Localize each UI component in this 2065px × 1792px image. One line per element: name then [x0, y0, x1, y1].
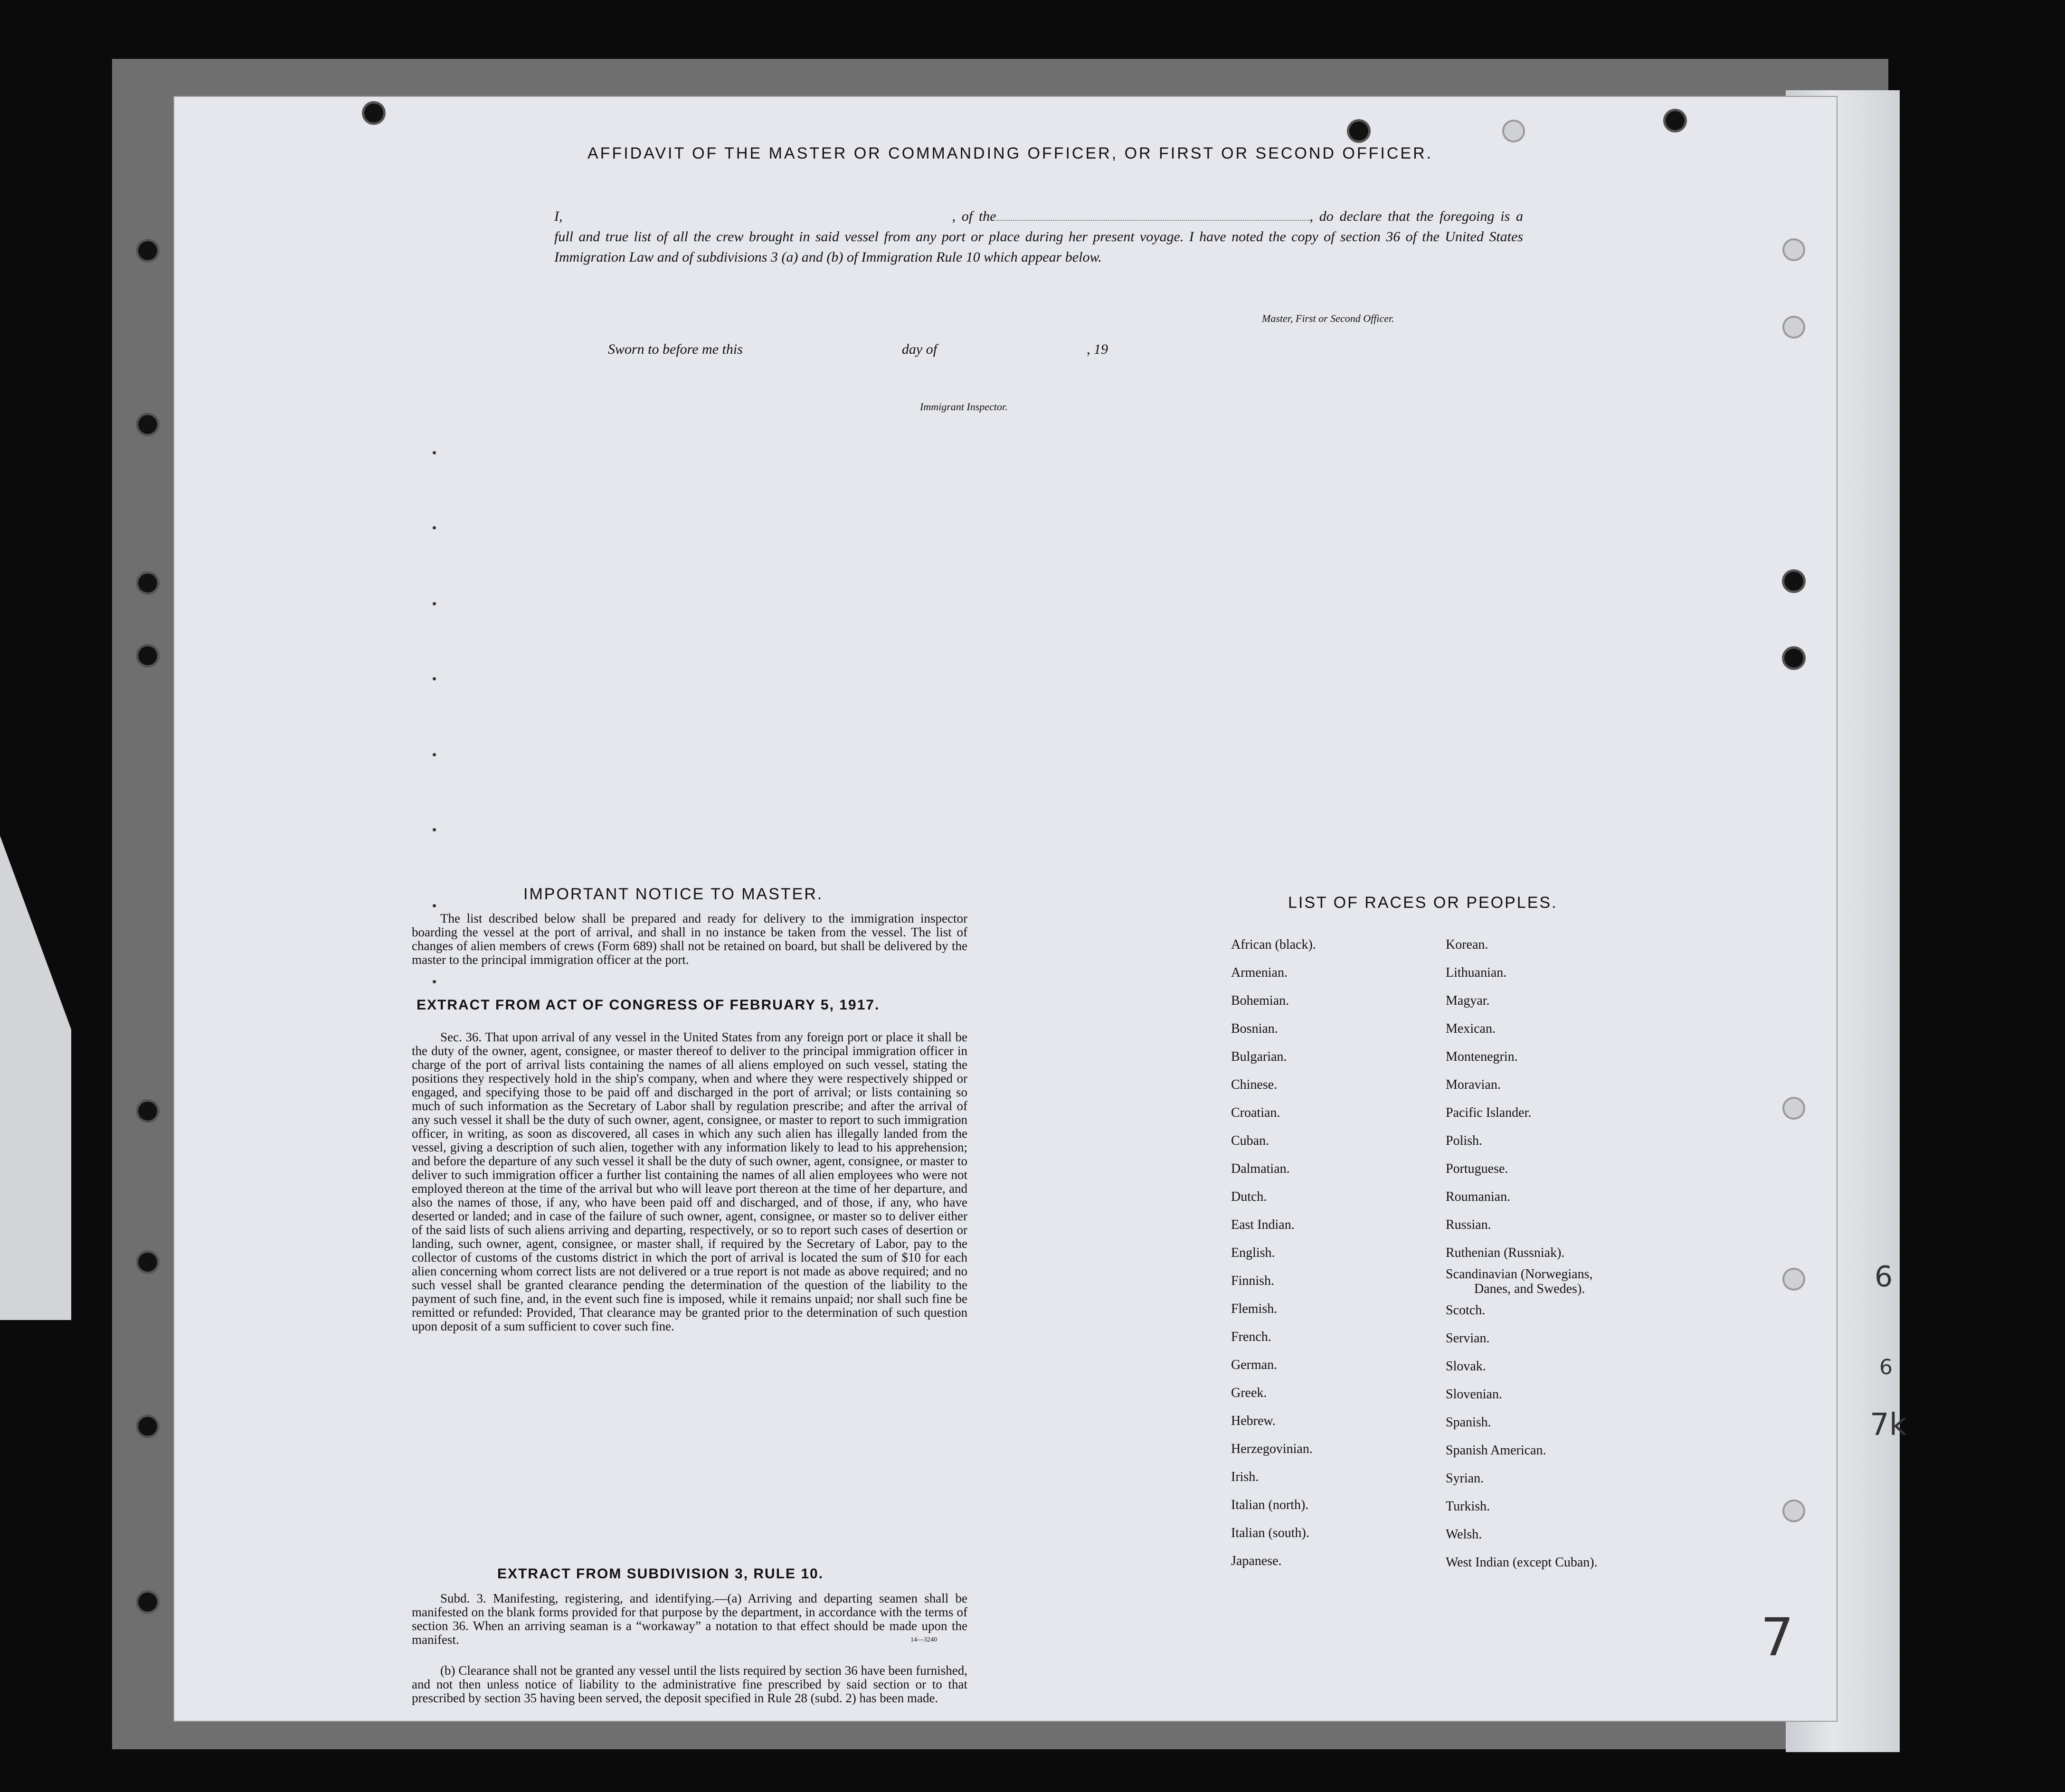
race-item: Welsh. — [1446, 1527, 1482, 1542]
race-item: Servian. — [1446, 1331, 1490, 1346]
race-item: Dalmatian. — [1231, 1161, 1290, 1176]
do-declare-label: , do declare — [1309, 208, 1382, 224]
race-item: African (black). — [1231, 937, 1316, 952]
punch-hole — [1784, 1501, 1803, 1520]
race-item: Bohemian. — [1231, 993, 1289, 1008]
guide-dot — [433, 451, 436, 454]
punch-hole — [1784, 572, 1803, 591]
punch-hole — [1784, 649, 1803, 668]
punch-hole — [138, 574, 157, 593]
sworn-label: Sworn to before me this — [608, 341, 743, 357]
race-item: Turkish. — [1446, 1499, 1490, 1514]
race-item: Flemish. — [1231, 1302, 1278, 1316]
rule-text-a: Subd. 3. Manifesting, registering, and identifying.—(a) Arriving and departing seamen shall be manifested on the blank forms provided for that purpose by the department, in accordance with the terms of section 36. When an arriving seaman is a “workaway” a notation to that effect should be made upon the manifest. — [412, 1591, 967, 1647]
act-text: Sec. 36. That upon arrival of any vessel in the United States from any foreign port or place it shall be the duty of the owner, agent, consignee, or master thereof to deliver to the principal immigration officer in charge of the port of arrival lists containing the names of all aliens employed on such vessel, stating the positions they respectively hold in the ship's company, when and where they were respectively shipped or engaged, and specifying those to be paid off and discharged in the port of arrival; or lists containing so much of such information as the Secretary of Labor shall by regulation prescribe; and after the arrival of any such vessel it shall be the duty of such owner, agent, consignee, or master to report to such immigration officer, in writing, as soon as discovered, all cases in which any such alien has illegally landed from the vessel, giving a description of such alien, together with any information likely to lead to his apprehension; and before the departure of any such vessel it shall be the duty of such owner, agent, consignee, or master to deliver to such immigration officer a further list containing the names of all alien employees who were not employed thereon at the time of the arrival but who will leave port thereon at the time of her departure, and also the names of those, if any, who have been paid off and discharged, and of those, if any, who have deserted or landed; and in case of the failure of such owner, agent, consignee, or master so to deliver either of the said lists of such aliens arriving and departing, respectively, or so to report such cases of desertion or landing, such owner, agent, consignee, or master shall, if required by the Secretary of Labor, pay to the collector of customs of the customs district in which the port of arrival is located the sum of $10 for each alien concerning whom correct lists are not delivered or a true report is not made as above required; and no such vessel shall be granted clearance pending the determination of the question of the liability to the payment of such fine, and, in the event such fine is imposed, while it remains unpaid; nor shall such fine be remitted or refunded: Provided, That clearance may be granted prior to the determination of such question upon deposit of a sum sufficient to cover such fine. — [412, 1030, 967, 1333]
punch-hole — [1784, 240, 1803, 259]
punch-hole — [1666, 111, 1685, 130]
race-item: Finnish. — [1231, 1273, 1275, 1288]
declaration-text: that the foregoing is a full and true list of all the crew brought in said vessel from any port or place during her present voyage. I have noted the copy of section 36 of the United States Immigration Law and of subdivisions 3 (a) and (b) of Immigration Rule 10 which appear below. — [554, 208, 1524, 265]
year-label: , 19 — [1087, 341, 1108, 357]
margin-mark: 6 — [1879, 1355, 1893, 1379]
punch-hole — [138, 415, 157, 434]
punch-hole — [138, 1593, 157, 1612]
punch-hole — [138, 1417, 157, 1436]
punch-hole — [1784, 1270, 1803, 1289]
race-item: Chinese. — [1231, 1077, 1278, 1092]
race-item: Japanese. — [1231, 1554, 1282, 1568]
race-item: Cuban. — [1231, 1133, 1269, 1148]
race-item: Portuguese. — [1446, 1161, 1508, 1176]
race-item: Ruthenian (Russniak). — [1446, 1245, 1565, 1260]
punch-hole — [138, 241, 157, 260]
rule-title: EXTRACT FROM SUBDIVISION 3, RULE 10. — [497, 1566, 824, 1582]
guide-dot — [433, 828, 436, 831]
race-item: Mexican. — [1446, 1021, 1496, 1036]
manifest-page — [174, 97, 1907, 1721]
race-item: East Indian. — [1231, 1217, 1295, 1232]
guide-dot — [433, 602, 436, 605]
race-item: Hebrew. — [1231, 1414, 1276, 1428]
punch-hole — [1784, 1099, 1803, 1118]
race-item: Greek. — [1231, 1386, 1267, 1400]
race-item: Slovenian. — [1446, 1387, 1502, 1402]
race-item: West Indian (except Cuban). — [1446, 1555, 1598, 1570]
notice-title: IMPORTANT NOTICE TO MASTER. — [523, 885, 824, 903]
race-item: Syrian. — [1446, 1471, 1484, 1486]
punch-hole — [364, 104, 383, 123]
affidavit-title: AFFIDAVIT OF THE MASTER OR COMMANDING OFFICER, OR FIRST OR SECOND OFFICER. — [587, 144, 1433, 162]
race-item: Spanish American. — [1446, 1443, 1546, 1458]
punch-hole — [138, 1253, 157, 1272]
race-item: Lithuanian. — [1446, 965, 1507, 980]
race-item: Danes, and Swedes). — [1474, 1282, 1585, 1296]
act-title: EXTRACT FROM ACT OF CONGRESS OF FEBRUARY 5, 1917. — [417, 997, 880, 1013]
race-item: Bulgarian. — [1231, 1049, 1287, 1064]
punch-hole — [138, 1102, 157, 1121]
races-title: LIST OF RACES OR PEOPLES. — [1288, 894, 1558, 912]
race-item: Korean. — [1446, 937, 1488, 952]
punch-hole — [138, 646, 157, 665]
punch-hole — [1504, 122, 1523, 141]
races-column-1 — [1231, 931, 1316, 1575]
margin-mark: 6 — [1875, 1260, 1893, 1293]
guide-dot — [433, 980, 436, 983]
day-of-label: day of — [901, 341, 938, 357]
punch-hole — [1784, 318, 1803, 337]
race-item: Croatian. — [1231, 1105, 1280, 1120]
race-item: Russian. — [1446, 1217, 1491, 1232]
margin-mark: 7k — [1870, 1407, 1907, 1443]
race-item: Pacific Islander. — [1446, 1105, 1532, 1120]
guide-dot — [433, 753, 436, 756]
guide-dot — [433, 526, 436, 529]
race-item: Italian (south). — [1231, 1526, 1309, 1540]
i-label: I, — [554, 208, 563, 224]
sworn-line — [608, 341, 1108, 358]
guide-dot — [433, 904, 436, 907]
race-item: Spanish. — [1446, 1415, 1491, 1430]
race-item: English. — [1231, 1245, 1275, 1260]
race-item: Slovak. — [1446, 1359, 1486, 1374]
race-item: Moravian. — [1446, 1077, 1501, 1092]
rule-text-b: (b) Clearance shall not be granted any vessel until the lists required by section 36 have been furnished, and not then unless notice of liability to the administrative fine prescribed by said section or to that prescribed by section 35 having been served, the deposit specified in Rule 28 (subd. 2) has been made. — [412, 1663, 967, 1705]
notice-text: The list described below shall be prepared and ready for delivery to the immigration inspector boarding the vessel at the port of arrival, and shall in no instance be taken from the vessel. The list of changes of alien members of crews (Form 689) shall not be retained on board, but shall be delivered by the master to the principal immigration officer at the port. — [412, 911, 967, 967]
race-item: French. — [1231, 1330, 1271, 1344]
of-the-label: , of the — [952, 208, 996, 224]
races-column-2 — [1446, 931, 1598, 1576]
punch-hole — [1349, 122, 1368, 141]
race-item: Polish. — [1446, 1133, 1483, 1148]
left-paper-slip — [0, 836, 71, 1320]
race-item: Herzegovinian. — [1231, 1442, 1313, 1456]
guide-dot — [433, 677, 436, 680]
race-item: Scandinavian (Norwegians, — [1446, 1267, 1593, 1282]
race-item: Montenegrin. — [1446, 1049, 1518, 1064]
race-item: Bosnian. — [1231, 1021, 1278, 1036]
master-signature-line: Master, First or Second Officer. — [1262, 312, 1394, 324]
race-item: Scotch. — [1446, 1303, 1486, 1318]
race-item: Irish. — [1231, 1470, 1259, 1484]
race-item: Magyar. — [1446, 993, 1490, 1008]
race-item: Dutch. — [1231, 1189, 1267, 1204]
affidavit-declaration — [554, 206, 1523, 267]
race-item: Italian (north). — [1231, 1498, 1309, 1512]
form-number: 14—3240 — [910, 1636, 937, 1643]
race-item: Roumanian. — [1446, 1189, 1511, 1204]
margin-mark: 7 — [1761, 1607, 1794, 1668]
inspector-signature-line: Immigrant Inspector. — [920, 401, 1008, 413]
race-item: German. — [1231, 1358, 1278, 1372]
race-item: Armenian. — [1231, 965, 1288, 980]
